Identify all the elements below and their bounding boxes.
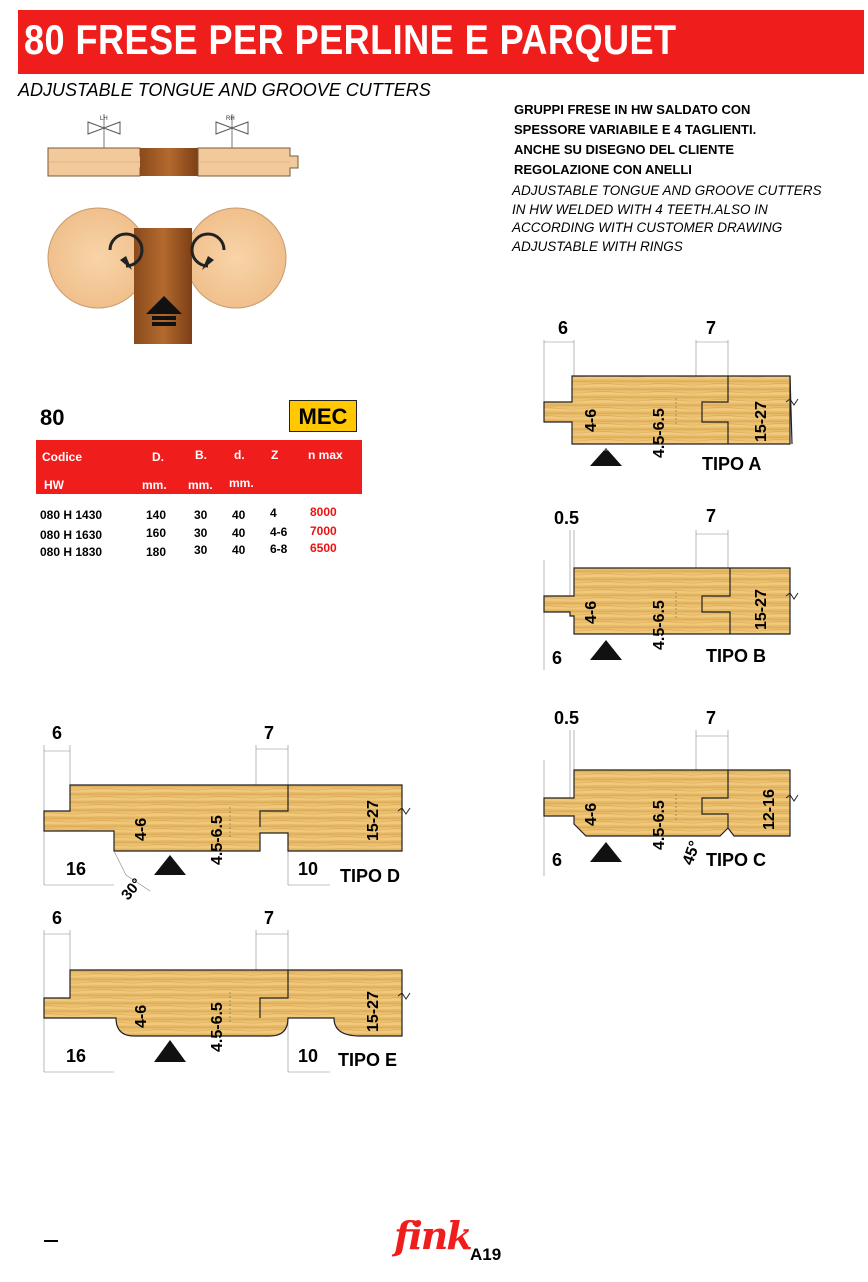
dim-bottom-left: 6 [552,648,563,668]
dim-angle: 45° [679,838,705,868]
dim-thickness: 15-27 [753,589,770,630]
profile-tipo-b [530,500,810,680]
support-triangle-icon [154,855,186,875]
dim-top-left: 6 [558,318,569,338]
support-triangle-icon [154,1040,186,1062]
dim-tongue: 4-6 [583,600,600,624]
product-table-body [36,505,366,565]
profile-name: TIPO E [338,1050,398,1070]
cell-code: 080 H 1830 [40,545,103,559]
cell-d-outer: 160 [146,526,167,540]
description-english [512,182,822,256]
column-header: n max [308,448,343,462]
page-number: A19 [470,1245,502,1264]
cell-b: 30 [194,508,208,522]
dim-mid: 4.5-6.5 [651,800,668,850]
profile-tipo-e [30,900,420,1080]
cell-code: 080 H 1630 [40,528,103,542]
column-header: Codice [42,450,83,464]
support-triangle-icon [590,448,622,466]
dim-top-right: 7 [264,723,275,743]
right-cutter-disc [186,208,286,308]
lh-cutter-icon [88,114,120,148]
column-header: D. [152,450,164,464]
description-line: SPESSORE VARIABILE E 4 TAGLIENTI. [514,122,757,137]
tongue-groove-boards [48,148,298,176]
cell-nmax: 6500 [310,541,337,555]
dim-top-left: 0.5 [554,708,580,728]
column-subheader: mm. [188,478,213,492]
left-cutter-disc [48,208,148,308]
dim-bottom-left: 16 [66,1046,87,1066]
dim-bottom-right: 10 [298,1046,319,1066]
cell-code: 080 H 1430 [40,508,103,522]
column-header: d. [234,448,245,462]
dim-tongue: 4-6 [583,408,600,432]
dim-top-right: 7 [264,908,275,928]
rh-label: RH [226,116,235,122]
dim-bottom-right: 10 [298,859,319,879]
cell-nmax: 7000 [310,524,337,538]
column-subheader: mm. [142,478,167,492]
description-line: REGOLAZIONE CON ANELLI [514,162,692,177]
dim-mid: 4.5-6.5 [651,408,668,458]
column-header: B. [195,448,207,462]
cell-b: 30 [194,543,208,557]
support-triangle-icon [590,842,622,862]
fink-logo: fink [394,1213,471,1258]
mec-badge: MEC [289,400,357,432]
dim-top-left: 6 [52,723,63,743]
dim-thickness: 15-27 [365,800,382,841]
dim-tongue: 4-6 [133,817,150,841]
column-subheader: HW [44,478,64,492]
cell-z: 4-6 [270,525,288,539]
table-header [36,440,362,494]
cell-d-bore: 40 [232,526,246,540]
dim-top-left: 6 [52,908,63,928]
footer-mark [44,1240,58,1242]
dim-top-right: 7 [706,318,717,338]
cell-nmax: 8000 [310,505,337,519]
dim-thickness: 15-27 [365,991,382,1032]
dim-top-left: 0.5 [554,508,580,528]
cell-d-bore: 40 [232,543,246,557]
dim-bottom-left: 6 [552,850,563,870]
page-subtitle: ADJUSTABLE TONGUE AND GROOVE CUTTERS [18,80,431,100]
cell-z: 4 [270,506,277,520]
dim-top-right: 7 [706,506,717,526]
description-line: ADJUSTABLE TONGUE AND GROOVE CUTTERS [512,183,822,198]
product-code: 80 [40,405,65,430]
lh-label: LH [100,116,108,122]
page-title: 80 FRESE PER PERLINE E PARQUET [24,16,677,63]
description-italian [514,100,756,180]
column-header: Z [271,448,279,462]
dim-bottom-left: 16 [66,859,87,879]
description-line: ACCORDING WITH CUSTOMER DRAWING [512,220,783,235]
support-triangle-icon [590,640,622,660]
profile-name: TIPO C [706,850,767,870]
cutter-illustration [40,110,310,350]
dim-thickness: 15-27 [753,401,770,442]
description-line: IN HW WELDED WITH 4 TEETH.ALSO IN [512,201,768,217]
profile-name: TIPO B [706,646,767,666]
column-subheader: mm. [229,476,254,490]
profile-tipo-c [530,700,810,880]
cell-d-outer: 140 [146,508,167,522]
dim-angle: 30° [118,875,146,904]
dim-tongue: 4-6 [583,802,600,826]
rh-cutter-icon [216,114,248,148]
dim-top-right: 7 [706,708,717,728]
profile-tipo-d [30,715,420,910]
dim-mid: 4.5-6.5 [209,1002,226,1052]
cell-d-bore: 40 [232,508,246,522]
dim-mid: 4.5-6.5 [651,600,668,650]
description-line: ADJUSTABLE WITH RINGS [512,238,683,254]
dim-thickness: 12-16 [761,789,778,830]
cell-d-outer: 180 [146,545,167,559]
description-line: GRUPPI FRESE IN HW SALDATO CON [514,102,751,117]
dim-mid: 4.5-6.5 [209,815,226,865]
table-row [36,505,366,525]
description-line: ANCHE SU DISEGNO DEL CLIENTE [514,142,735,157]
table-row [36,541,366,565]
profile-name: TIPO A [702,454,762,474]
cell-b: 30 [194,526,208,540]
dim-tongue: 4-6 [133,1004,150,1028]
profile-name: TIPO D [340,866,401,886]
profile-tipo-a [530,310,810,480]
cell-z: 6-8 [270,542,288,556]
